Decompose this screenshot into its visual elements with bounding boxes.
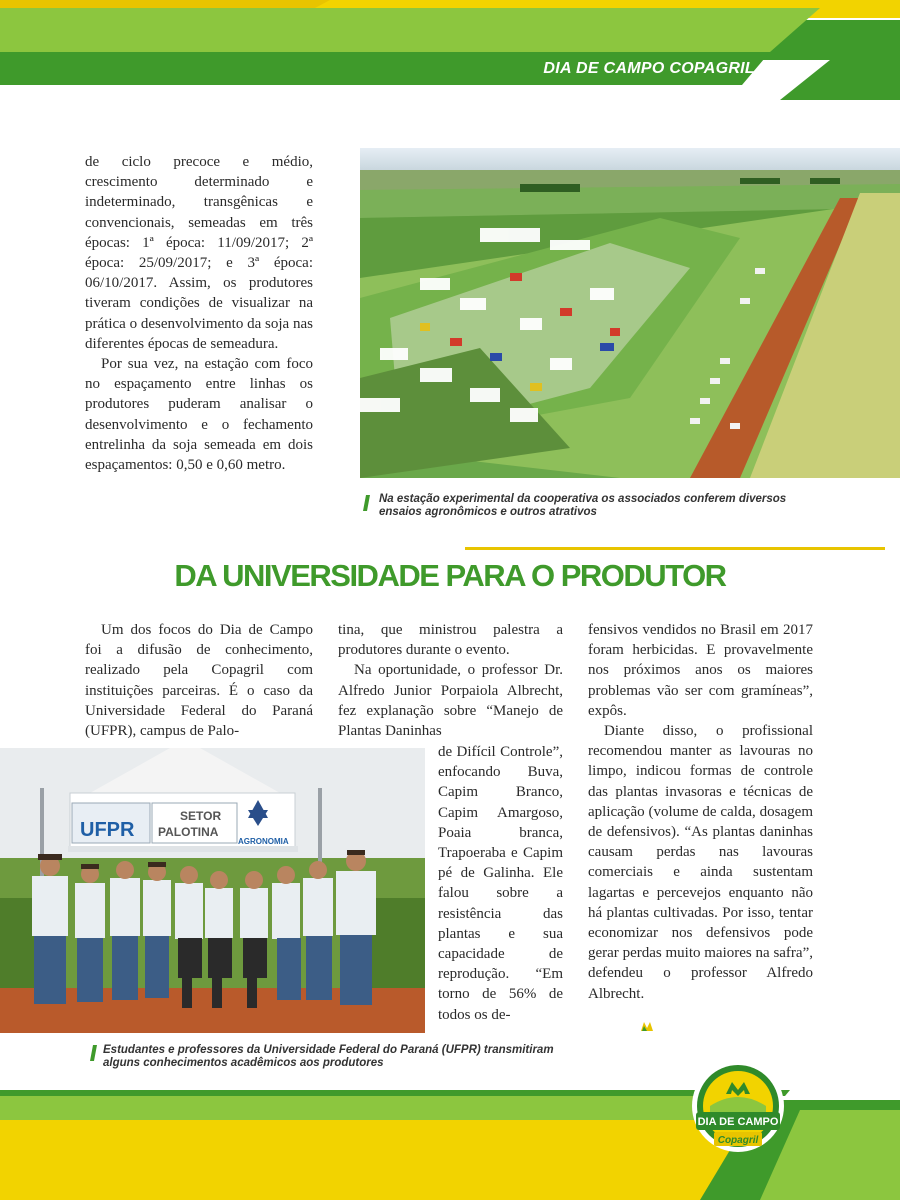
text-column-2-top bbox=[338, 620, 563, 741]
paragraph: Diante disso, o profissional recomendou manter as lavouras no limpo, indicou formas de controle das plantas invasoras e técnicas de aplicação (volume de calda, dosagem de defensivos). “As plantas daninhas causam perdas nas lavouras comerciais e ainda sustentam lagartas e percevejos enquanto não há plantas cultivadas. Por isso, tentar economizar nos defensivos pode gerar perdas muito maiores na safra”, defendeu o professor Alfredo Albrecht. bbox=[588, 723, 813, 1002]
tent-sign-palotina: PALOTINA bbox=[158, 825, 219, 839]
dia-de-campo-logo bbox=[690, 1060, 786, 1166]
header-band bbox=[0, 0, 900, 100]
group-photo bbox=[0, 748, 425, 1033]
tent-sign-agronomia: AGRONOMIA bbox=[238, 837, 289, 846]
photo-caption: Estudantes e professores da Universidade Federal do Paraná (UFPR) transmitiram alguns conhecimentos acadêmicos aos produtores bbox=[103, 1044, 554, 1069]
paragraph: Um dos focos do Dia de Campo foi a difusão de conhecimento, realizado pela Copagril com instituições parceiras. É o caso da Universidade Federal do Paraná (UFPR), campus de Palo- bbox=[85, 622, 313, 740]
paragraph: de ciclo precoce e médio, crescimento determinado e indeterminado, transgênicas e convencionais, semeadas em três épocas: 1ª época: 11/09/2017; 2ª época: 25/09/2017; e 3ª época: 06/10/2017. Assim, os produtores tiveram condições de visualizar na prática o desenvolvimento da soja nas diferentes épocas de semeadura. bbox=[85, 154, 313, 352]
logo-line-2: Copagril bbox=[717, 1135, 759, 1146]
top-text-column bbox=[85, 152, 313, 475]
caption-marker-icon bbox=[90, 1045, 97, 1061]
logo-line-1: DIA DE CAMPO bbox=[697, 1116, 779, 1128]
caption-marker-icon bbox=[363, 495, 370, 511]
text-column-2-bottom bbox=[438, 742, 563, 1025]
end-mark-icon bbox=[641, 1020, 653, 1032]
running-head: DIA DE CAMPO COPAGRIL bbox=[543, 60, 755, 77]
text-column-1 bbox=[85, 620, 313, 741]
title-rule bbox=[465, 547, 885, 550]
photo-caption: Na estação experimental da cooperativa os associados conferem diversos ensaios agronômicos e outros atrativos bbox=[379, 493, 787, 518]
tent-sign-setor: SETOR bbox=[180, 809, 222, 823]
paragraph: Por sua vez, na estação com foco no espaçamento entre linhas os produtores puderam analisar o desenvolvimento e o fechamento entrelinha da soja semeada em dois espaçamentos: 0,50 e 0,60 metro. bbox=[85, 356, 313, 474]
paragraph: Na oportunidade, o professor Dr. Alfredo Junior Porpaiola Albrecht, fez explanação sobre “Manejo de Plantas Daninhas bbox=[338, 662, 563, 740]
text-column-3 bbox=[588, 620, 813, 1004]
paragraph: fensivos vendidos no Brasil em 2017 foram herbicidas. E provavelmente nos próximos anos os maiores problemas vão ser com gramíneas”, expôs. bbox=[588, 622, 813, 719]
paragraph: tina, que ministrou palestra a produtores durante o evento. bbox=[338, 622, 563, 659]
tent-sign-ufpr: UFPR bbox=[80, 819, 135, 841]
aerial-field-photo bbox=[360, 148, 900, 478]
paragraph: de Difícil Controle”, enfocando Buva, Capim Branco, Capim Amargoso, Poaia branca, Trapoeraba e Capim pé de Galinha. Ele falou sobre a resistência das plantas e sua capacidade de reprodução. “Em torno de 56% de todos os de- bbox=[438, 744, 563, 1023]
section-title: DA UNIVERSIDADE PARA O PRODUTOR bbox=[174, 558, 726, 593]
